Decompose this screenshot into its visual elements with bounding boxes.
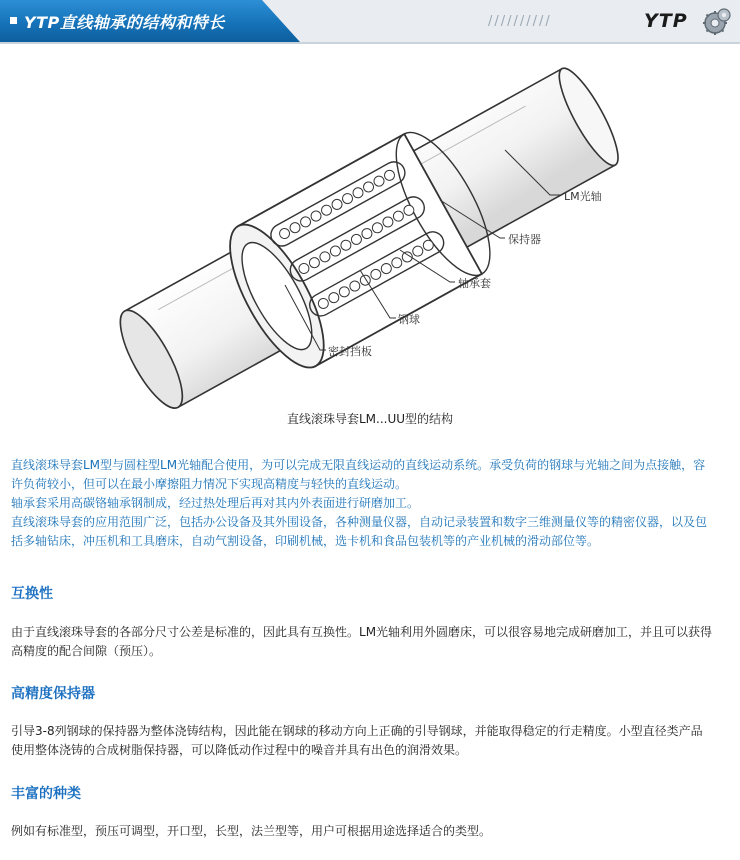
text-line: 使用整体浇铸的合成树脂保持器，可以降低动作过程中的噪音并具有出色的润滑效果。 [11,743,468,757]
section-heading: 丰富的种类 [11,786,81,802]
text-line: 直线滚珠导套的应用范围广泛，包括办公设备及其外围设备，各种测量仪器，自动记录装置和数字三维测量仪等的精密仪器，以及包 [11,515,708,529]
text-line: 由于直线滚珠导套的各部分尺寸公差是标准的，因此具有互换性。LM光轴利用外圆磨床，可以很容易地完成研磨加工，并且可以获得 [11,625,713,639]
label-retainer: 保持器 [508,233,541,246]
label-shaft: LM光轴 [564,190,602,203]
gear-logo-icon [702,6,732,36]
bearing-drawing [60,60,680,415]
text-line: 高精度的配合间隙（预压）。 [11,644,162,658]
bullet-icon [10,17,17,24]
bearing-structure-diagram [60,60,680,415]
text-line: 括多轴钻床，冲压机和工具磨床，自动气割设备，印刷机械，选卡机和食品包装机等的产业机械的滑动部位等。 [11,534,600,548]
text-line: 直线滚珠导套LM型与圆柱型LM光轴配合使用，为可以完成无限直线运动的直线运动系统。承受负荷的钢球与光轴之间为点接触，容 [11,458,706,472]
label-sleeve: 轴承套 [458,277,491,290]
brand-name: YTP [644,10,688,32]
label-seal: 密封挡板 [328,345,372,358]
section-paragraph [11,623,731,661]
header-banner [0,0,740,44]
label-balls: 钢球 [398,313,420,326]
intro-paragraph [11,456,731,551]
section-heading: 高精度保持器 [11,686,95,702]
section-heading: 互换性 [11,586,53,602]
section-paragraph [11,722,731,760]
figure-caption: 直线滚珠导套LM...UU型的结构 [286,412,454,426]
text-line: 轴承套采用高碳铬轴承钢制成，经过热处理后再对其内外表面进行研磨加工。 [11,496,420,510]
page-title: YTP直线轴承的结构和特长 [24,13,225,32]
banner-decoration: ////////// [488,14,552,29]
section-paragraph [11,822,731,841]
text-line: 引导3-8列钢球的保持器为整体浇铸结构，因此能在钢球的移动方向上正确的引导钢球，并能取得稳定的行走精度。小型直径类产品 [11,724,703,738]
text-line: 例如有标准型，预压可调型，开口型，长型，法兰型等，用户可根据用途选择适合的类型。 [11,824,492,838]
text-line: 许负荷较小，但可以在最小摩擦阻力情况下实现高精度与轻快的直线运动。 [11,477,408,491]
